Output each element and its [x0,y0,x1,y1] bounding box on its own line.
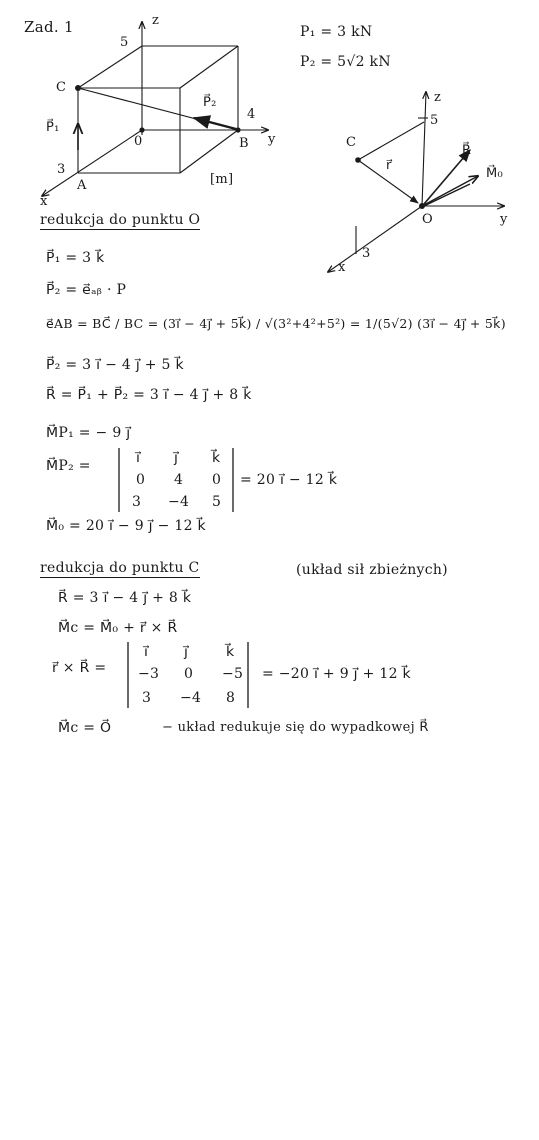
matrix-cell: 0 [136,472,146,488]
given-p2: P₂ = 5√2 kN [300,54,391,70]
matrix-cell: −5 [222,666,244,682]
fig2-dim-z: 5 [430,113,439,128]
m0-result: M⃗₀ = 20 i⃗ − 9 j⃗ − 12 k⃗ [46,518,206,534]
equation-line: R⃗ = P⃗₁ + P⃗₂ = 3 i⃗ − 4 j⃗ + 8 k⃗ [46,387,252,403]
origin-dot [139,127,144,132]
fig1-dim-x: 3 [57,162,66,177]
matrix-label: r⃗ × R⃗ = [52,660,107,676]
fig1-force-p1-label: P⃗₁ [46,120,60,135]
matrix-cell: 0 [184,666,194,682]
equation-line: P⃗₂ = 3 i⃗ − 4 j⃗ + 5 k⃗ [46,357,184,373]
fig2-axis-y-label: y [500,212,508,227]
conclusion-text: − układ redukuje się do wypadkowej R⃗ [162,720,429,735]
fig1-axis-y-label: y [268,132,276,147]
section-o-heading: redukcja do punktu O [40,212,201,228]
fig2-axis-z-label: z [434,90,442,105]
fig2-dim-x: 3 [362,246,371,261]
point-b-dot [235,127,240,132]
fig1-origin-label: 0 [134,134,143,149]
matrix-cell: 5 [212,494,222,510]
fig2-R-vector [424,150,470,204]
fig2-origin-dot [419,203,425,209]
matrix-label: M⃗P₂ = [46,458,91,474]
fig2-M0-vector [424,176,478,205]
fig1-dim-y: 4 [247,107,256,122]
equation-line: R⃗ = 3 i⃗ − 4 j⃗ + 8 k⃗ [58,590,192,606]
fig1-point-c: C [56,80,67,95]
fig1-point-b: B [239,136,249,151]
vector-figure [328,92,504,272]
point-c-dot [75,85,81,91]
matrix-cell: j⃗ [184,644,189,660]
matrix-cell: −4 [168,494,190,510]
matrix-result: = −20 i⃗ + 9 j⃗ + 12 k⃗ [262,666,411,682]
matrix-cell: 3 [132,494,142,510]
matrix-cell: 4 [174,472,184,488]
fig2-z-axis [422,92,426,206]
matrix-cell: i⃗ [144,644,149,660]
problem-title: Zad. 1 [24,18,74,36]
given-p1: P₁ = 3 kN [300,24,373,40]
section-c-heading: redukcja do punktu C [40,560,200,576]
fig1-unit-label: [m] [210,172,234,187]
matrix-cell: k⃗ [226,644,235,660]
fig1-dim-z: 5 [120,35,129,50]
force-p2-arrow [194,118,236,129]
matrix-cell: 3 [142,690,152,706]
matrix-result: = 20 i⃗ − 12 k⃗ [240,472,338,488]
equation-line: M⃗c = M⃗₀ + r⃗ × R⃗ [58,620,178,636]
conclusion-lhs: M⃗c = O⃗ [58,720,112,736]
fig2-vec-r-label: r⃗ [386,158,392,173]
fig1-axis-z-label: z [152,13,160,28]
matrix-cell: k⃗ [212,450,221,466]
matrix-cell: 8 [226,690,236,706]
matrix-cell: 0 [212,472,222,488]
equation-line: P⃗₁ = 3 k⃗ [46,250,105,266]
equation-line: P⃗₂ = e⃗ₐᵦ · P [46,282,127,298]
fig2-vec-M0-label: M⃗₀ [486,166,504,181]
matrix-cell: −3 [138,666,160,682]
fig2-vec-R-label: R⃗ [462,143,472,158]
box-figure [42,22,268,196]
fig1-point-a: A [77,178,87,193]
fig2-point-c: C [346,135,357,150]
fig2-point-c-dot [355,157,361,163]
fig2-origin-label: O [422,212,433,227]
equation-line: e⃗AB = BC⃗ / BC = (3i⃗ − 4j⃗ + 5k⃗) / √(3²+4²+5²) = 1/(5√2) (3i⃗ − 4j⃗ + 5k⃗) [46,316,506,331]
section-c-note: (układ sił zbieżnych) [296,562,448,578]
matrix-cell: −4 [180,690,202,706]
fig2-axis-x-label: x [338,260,346,275]
equation-line: M⃗P₁ = − 9 j⃗ [46,425,131,441]
fig1-axis-x-label: x [40,194,48,209]
matrix-cell: i⃗ [136,450,141,466]
fig1-force-p2-label: P⃗₂ [203,95,217,110]
matrix-cell: j⃗ [174,450,179,466]
